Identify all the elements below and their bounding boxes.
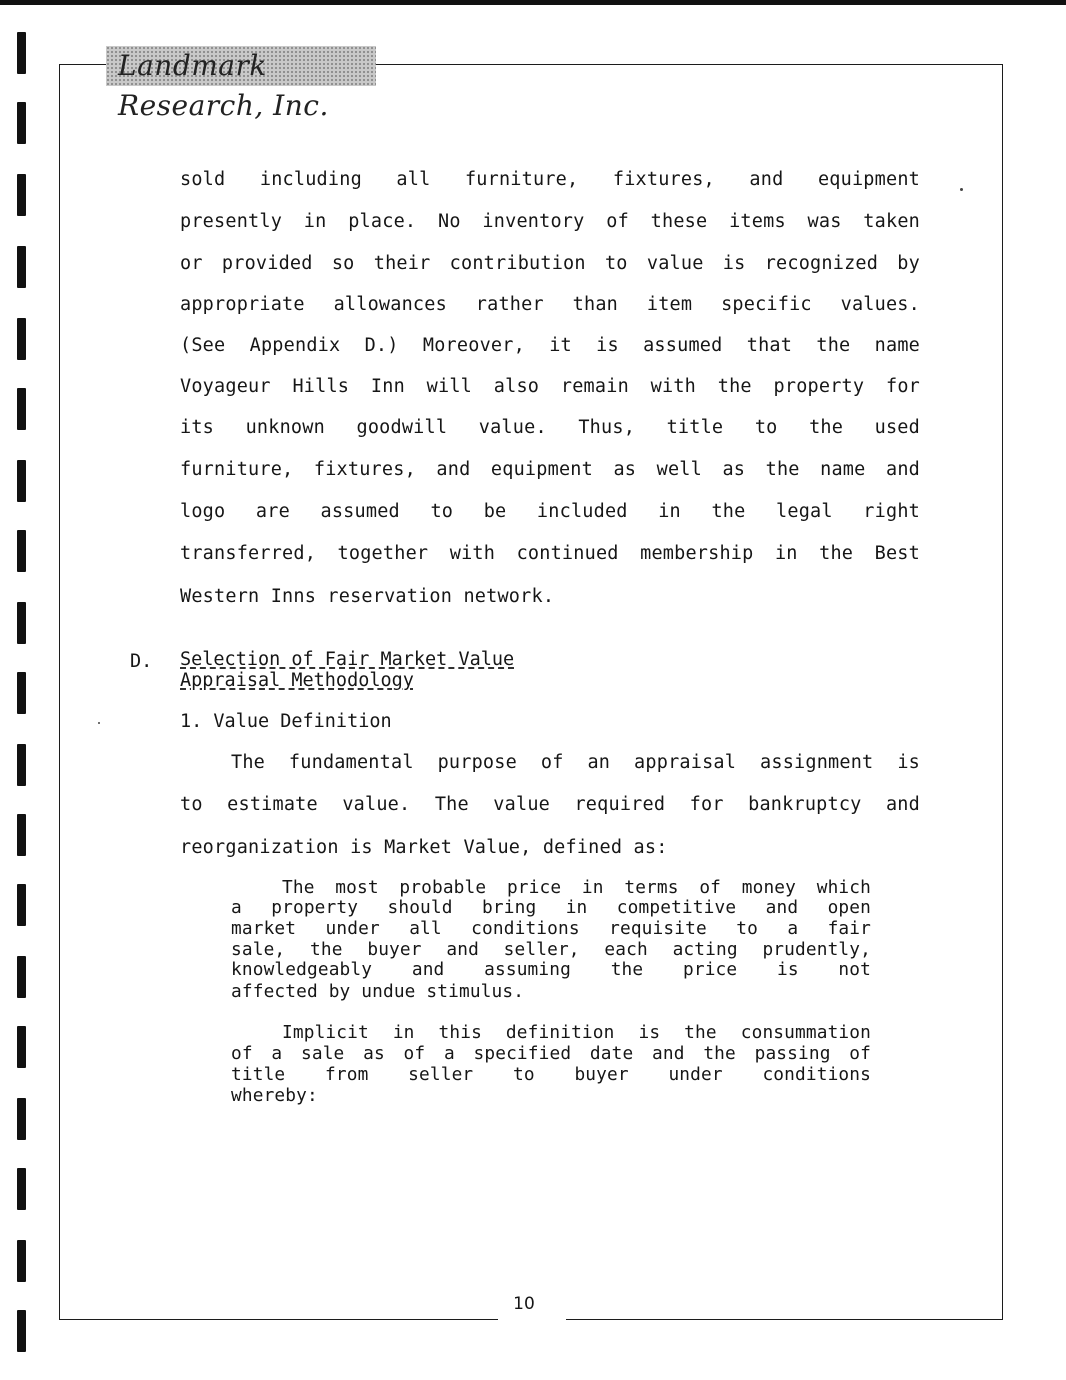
quote-line: market under all conditions requisite to a fair [231, 918, 871, 939]
para-line: to estimate value. The value required for bankruptcy and [180, 794, 920, 815]
page-number: 10 [513, 1294, 535, 1314]
body-line: sold including all furniture, fixtures, and equipment [180, 169, 920, 190]
body-line: transferred, together with continued membership in the Best [180, 543, 920, 564]
top-edge-bar [0, 0, 1066, 5]
quote-line: of a sale as of a specified date and the passing of [231, 1043, 871, 1064]
quote-line: a property should bring in competitive and open [231, 897, 871, 918]
para-line: The fundamental purpose of an appraisal assignment is [231, 752, 920, 773]
body-line: furniture, fixtures, and equipment as well as the name and [180, 459, 920, 480]
quote-line: whereby: [231, 1085, 318, 1106]
scan-speck [960, 188, 963, 191]
body-line: Voyageur Hills Inn will also remain with the property for [180, 376, 920, 397]
quote-line: title from seller to buyer under conditions [231, 1064, 871, 1085]
binding-holes [0, 0, 30, 1380]
quote-line: affected by undue stimulus. [231, 981, 525, 1002]
body-line: (See Appendix D.) Moreover, it is assumed that the name [180, 335, 920, 356]
body-line: logo are assumed to be included in the legal right [180, 501, 920, 522]
section-marker: D. [130, 651, 153, 672]
quote-line: sale, the buyer and seller, each acting prudently, [231, 939, 871, 960]
section-heading: Selection of Fair Market Value [180, 649, 515, 670]
section-heading-line2: Appraisal Methodology [180, 670, 414, 691]
body-line: or provided so their contribution to value is recognized by [180, 253, 920, 274]
quote-line: Implicit in this definition is the consummation [282, 1022, 871, 1043]
letterhead-logo: Landmark Research, Inc. [106, 46, 376, 86]
body-line: presently in place. No inventory of these items was taken [180, 211, 920, 232]
quote-line: The most probable price in terms of money which [282, 877, 871, 898]
body-line: appropriate allowances rather than item specific values. [180, 294, 920, 315]
scan-speck [98, 722, 100, 724]
body-line: its unknown goodwill value. Thus, title to the used [180, 417, 920, 438]
para-line: reorganization is Market Value, defined as: [180, 837, 668, 858]
body-line: Western Inns reservation network. [180, 586, 555, 607]
subsection-title: 1. Value Definition [180, 711, 392, 732]
quote-line: knowledgeably and assuming the price is not [231, 959, 871, 980]
